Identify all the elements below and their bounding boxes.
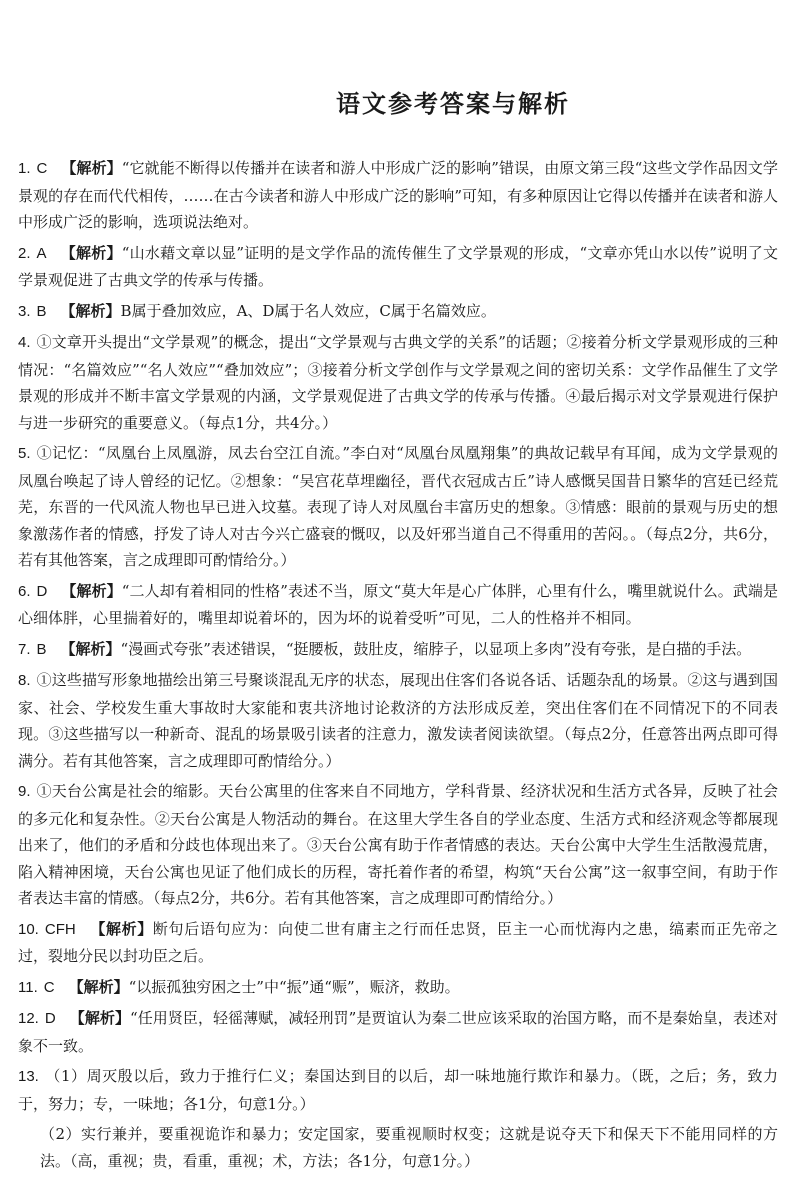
answer-item <box>18 1005 778 1059</box>
answer-text: ①天台公寓是社会的缩影。天台公寓里的住客来自不同地方，学科背景、经济状况和生活方式各异，反映了社会的多元化和复杂性。②天台公寓是人物活动的舞台。在这里大学生各自的学业态度、生活方式和经济观念等都展现出来了，他们的矛盾和分歧也体现出来了。③天台公寓有助于作者情感的表达。天台公寓中大学生生活散漫荒唐，陷入精神困境，天台公寓也见证了他们成长的历程，寄托着作者的希望，构筑“天台公寓”这一叙事空间，有助于作者表达丰富的情感。（每点2分，共6分。若有其他答案，言之成理即可酌情给分。） <box>18 782 778 907</box>
question-number: 2. <box>18 244 31 262</box>
analysis-tag: 【解析】 <box>89 919 153 938</box>
analysis-tag: 【解析】 <box>61 581 122 600</box>
page-title: 语文参考答案与解析 <box>336 90 570 118</box>
answer-choice: A <box>36 244 47 262</box>
question-number: 8. <box>18 672 31 689</box>
answer-item <box>18 636 778 664</box>
answer-text: ①这些描写形象地描绘出第三号聚谈混乱无序的状态，展现出住客们各说各话、话题杂乱的场景。②这与遇到国家、社会、学校发生重大事故时大家能和衷共济地讨论救济的方法形成反差，突出住客们在不同情况下的不同表现。③这些描写以一种新奇、混乱的场景吸引读者的注意力，激发读者阅读欲望。（每点2分，任意答出两点即可得满分。若有其他答案，言之成理即可酌情给分。） <box>18 671 778 770</box>
answer-choice: B <box>36 302 47 320</box>
answer-choice: B <box>36 640 47 658</box>
answer-text: 断句后语句应为：向使二世有庸主之行而任忠贤，臣主一心而忧海内之患，缟素而正先帝之过，裂地分民以封功臣之后。 <box>18 919 778 965</box>
analysis-tag: 【解析】 <box>60 301 121 320</box>
answer-item <box>18 578 778 632</box>
question-number: 9. <box>18 783 31 800</box>
answer-item <box>18 667 778 774</box>
answer-text: “山水藉文章以显”证明的是文学作品的流传催生了文学景观的形成，“文章亦凭山水以传”说明了文学景观促进了古典文学的传承与传播。 <box>18 243 778 289</box>
answer-text: “以振孤独穷困之士”中“振”通“赈”，赈济，救助。 <box>128 977 460 996</box>
answer-list <box>18 155 778 1174</box>
answer-text: “二人却有着相同的性格”表述不当，原文“莫大年是心广体胖，心里有什么，嘴里就说什么。武端是心细体胖，心里揣着好的，嘴里却说着坏的，因为坏的说着受听”可见，二人的性格并不相同。 <box>18 581 778 627</box>
question-number: 3. <box>18 302 31 320</box>
answer-item <box>18 974 778 1002</box>
answer-item <box>18 916 778 970</box>
answer-text: （1）周灭殷以后，致力于推行仁义；秦国达到目的以后，却一味地施行欺诈和暴力。（既，之后；务，致力于，努力；专，一味地；各1分，句意1分。） <box>18 1067 778 1113</box>
question-number: 12. <box>18 1010 39 1027</box>
analysis-tag: 【解析】 <box>68 977 129 996</box>
question-number: 11. <box>18 978 38 996</box>
answer-item <box>18 440 778 574</box>
answer-text: ①文章开头提出“文学景观”的概念，提出“文学景观与古典文学的关系”的话题；②接着分析文学景观形成的三种情况：“名篇效应”“名人效应”“叠加效应”；③接着分析文学创作与文学景观之间的密切关系：文学作品催生了文学景观的形成并不断丰富文学景观的内涵，文学景观促进了古典文学的传承与传播。④最后揭示对文学景观进行保护与进一步研究的重要意义。（每点1分，共4分。） <box>18 333 778 432</box>
analysis-tag: 【解析】 <box>60 639 121 658</box>
question-number: 7. <box>18 640 31 658</box>
question-number: 1. <box>18 160 31 177</box>
answer-choice: C <box>43 978 55 996</box>
answer-choice: D <box>36 582 48 600</box>
question-number: 5. <box>18 445 31 462</box>
answer-item <box>18 329 778 436</box>
answer-text: B属于叠加效应，A、D属于名人效应，C属于名篇效应。 <box>120 301 496 320</box>
answer-choice: D <box>44 1010 56 1027</box>
answer-choice: CFH <box>44 920 76 938</box>
question-number: 10. <box>18 920 39 938</box>
answer-text: “任用贤臣，轻徭薄赋，减轻刑罚”是贾谊认为秦二世应该采取的治国方略，而不是秦始皇，表述对象不一致。 <box>18 1009 778 1055</box>
answer-item <box>18 298 778 326</box>
answer-text: “它就能不断得以传播并在读者和游人中形成广泛的影响”错误，由原文第三段“这些文学作品因文学景观的存在而代代相传，……在古今读者和游人中形成广泛的影响”可知，有多种原因让它得以传播并在读者和游人中形成广泛的影响，选项说法绝对。 <box>18 159 778 231</box>
answer-item <box>18 155 778 236</box>
answer-text: ①记忆：“凤凰台上凤凰游，凤去台空江自流。”李白对“凤凰台凤凰翔集”的典故记载早有耳闻，成为文学景观的凤凰台唤起了诗人曾经的记忆。②想象：“吴宫花草埋幽径，晋代衣冠成古丘”诗人感慨吴国昔日繁华的宫廷已经荒芜，东晋的一代风流人物也早已进入坟墓。表现了诗人对凤凰台丰富历史的想象。③情感：眼前的景观与历史的想象激荡作者的情感，抒发了诗人对古今兴亡盛衰的慨叹，以及奸邪当道自己不得重用的苦闷。。（每点2分，共6分，若有其他答案，言之成理即可酌情给分。） <box>18 444 778 569</box>
answer-item <box>18 1063 778 1117</box>
analysis-tag: 【解析】 <box>60 243 122 262</box>
question-number: 4. <box>18 334 31 351</box>
question-number: 6. <box>18 582 31 600</box>
analysis-tag: 【解析】 <box>69 1009 131 1027</box>
answer-text: “漫画式夸张”表述错误，“挺腰板，鼓肚皮，缩脖子，以显项上多肉”没有夸张，是白描的手法。 <box>120 639 752 658</box>
answer-subpart: （2）实行兼并，要重视诡诈和暴力；安定国家，要重视顺时权变；这就是说夺天下和保天下不能用同样的方法。（高，重视；贵，看重，重视；术，方法；各1分，句意1分。） <box>40 1125 778 1170</box>
question-number: 13. <box>18 1068 39 1085</box>
analysis-tag: 【解析】 <box>61 159 122 177</box>
answer-item <box>18 778 778 912</box>
answer-choice: C <box>36 160 48 177</box>
answer-item <box>18 240 778 294</box>
